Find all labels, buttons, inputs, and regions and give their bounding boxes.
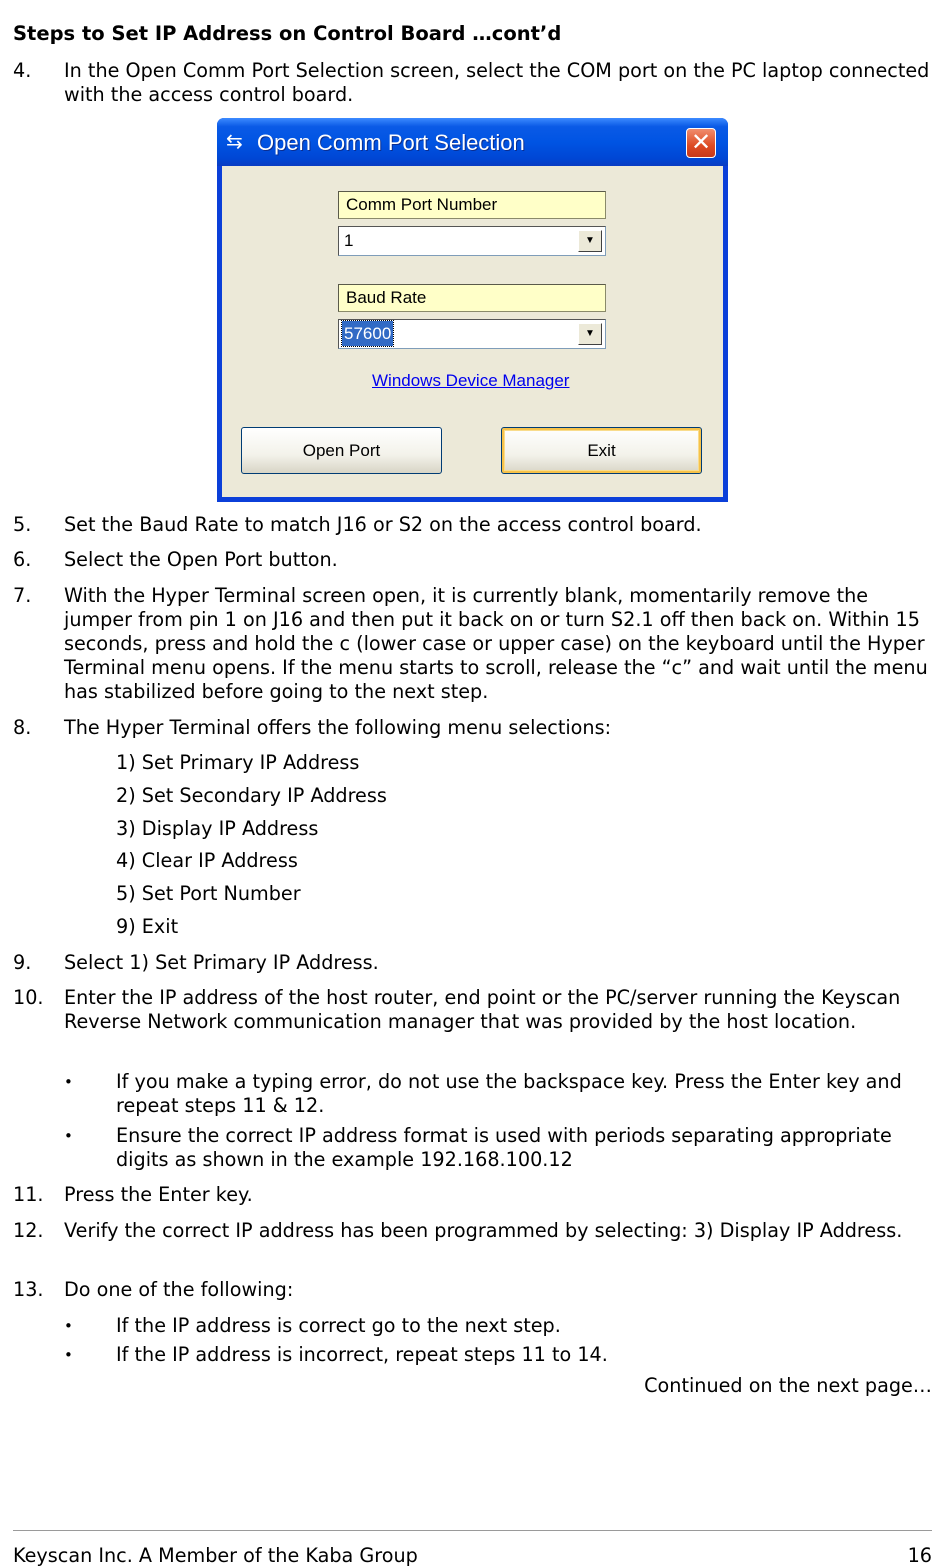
bullet-item — [64, 1343, 938, 1367]
bullet-glyph: • — [64, 1127, 73, 1145]
step-text: In the Open Comm Port Selection screen, select the COM port on the PC laptop connected with the access control board. — [64, 59, 930, 106]
bullet-item — [64, 1314, 938, 1338]
page-number: 16 — [907, 1544, 932, 1567]
open-comm-port-dialog — [217, 118, 728, 502]
bullet-text: Ensure the correct IP address format is used with periods separating appropriate digits as shown in the example 192.168.100.12 — [116, 1124, 892, 1171]
step-number: 7. — [13, 584, 32, 607]
page-heading: Steps to Set IP Address on Control Board …cont’d — [13, 22, 562, 45]
step-number: 12. — [13, 1219, 44, 1242]
menu-option: 1) Set Primary IP Address — [116, 751, 360, 774]
step-number: 11. — [13, 1183, 44, 1206]
comm-port-select[interactable] — [338, 226, 606, 256]
dropdown-arrow-icon[interactable]: ▼ — [578, 323, 602, 345]
footer-company: Keyscan Inc. A Member of the Kaba Group — [13, 1544, 418, 1567]
step-number: 8. — [13, 716, 32, 739]
step-10 — [13, 986, 938, 1034]
bullet-text: If the IP address is incorrect, repeat steps 11 to 14. — [116, 1343, 608, 1366]
menu-option: 4) Clear IP Address — [116, 849, 298, 872]
bullet-item — [64, 1070, 938, 1118]
bullet-text: If the IP address is correct go to the next step. — [116, 1314, 561, 1337]
dialog-body — [222, 166, 723, 497]
step-5 — [13, 513, 938, 537]
menu-option: 2) Set Secondary IP Address — [116, 784, 387, 807]
step-text: Set the Baud Rate to match J16 or S2 on the access control board. — [64, 513, 702, 536]
footer-divider — [13, 1530, 932, 1531]
bullet-item — [64, 1124, 938, 1172]
bullet-text: If you make a typing error, do not use the backspace key. Press the Enter key and repeat steps 11 & 12. — [116, 1070, 902, 1117]
step-9 — [13, 951, 938, 975]
close-icon: ✕ — [690, 128, 712, 156]
step-7 — [13, 584, 938, 704]
step-number: 5. — [13, 513, 32, 536]
step-6 — [13, 548, 938, 572]
menu-option: 9) Exit — [116, 915, 179, 938]
step-text: Select 1) Set Primary IP Address. — [64, 951, 379, 974]
step-text: With the Hyper Terminal screen open, it is currently blank, momentarily remove the jumper from pin 1 on J16 and then put it back on or turn S2.1 off then back on. Within 15 seconds, press and hold the c (lower case or upper case) on the keyboard until the Hyper Terminal menu opens. If the menu starts to scroll, release the “c” and wait until the menu has stabilized before going to the next step. — [64, 584, 928, 703]
dialog-titlebar[interactable] — [217, 118, 728, 166]
step-text: Do one of the following: — [64, 1278, 294, 1301]
baud-rate-select[interactable] — [338, 319, 606, 349]
bullet-glyph: • — [64, 1346, 73, 1364]
step-number: 9. — [13, 951, 32, 974]
step-number: 6. — [13, 548, 32, 571]
close-button[interactable] — [686, 128, 716, 158]
step-text: Enter the IP address of the host router, end point or the PC/server running the Keyscan Reverse Network communication manager that was provided by the host location. — [64, 986, 901, 1033]
step-4 — [13, 59, 938, 107]
comm-port-label: Comm Port Number — [338, 191, 606, 219]
step-8 — [13, 716, 938, 740]
exit-button[interactable]: Exit — [501, 427, 702, 474]
step-text: Press the Enter key. — [64, 1183, 253, 1206]
open-port-button[interactable]: Open Port — [241, 427, 442, 474]
step-number: 10. — [13, 986, 44, 1009]
dropdown-arrow-icon[interactable]: ▼ — [578, 230, 602, 252]
continued-note: Continued on the next page… — [644, 1374, 932, 1397]
step-11 — [13, 1183, 938, 1207]
windows-device-manager-link[interactable]: Windows Device Manager — [372, 371, 570, 390]
bullet-glyph: • — [64, 1317, 73, 1335]
step-12 — [13, 1219, 938, 1243]
baud-rate-value: 57600 — [342, 321, 393, 346]
bullet-glyph: • — [64, 1073, 73, 1091]
comm-port-value: 1 — [344, 231, 354, 250]
menu-option: 5) Set Port Number — [116, 882, 301, 905]
dialog-title: Open Comm Port Selection — [257, 130, 525, 155]
step-number: 4. — [13, 59, 32, 82]
baud-rate-label: Baud Rate — [338, 284, 606, 312]
step-number: 13. — [13, 1278, 44, 1301]
serial-port-icon: ⇆ — [226, 131, 243, 153]
menu-option: 3) Display IP Address — [116, 817, 319, 840]
step-text: Verify the correct IP address has been programmed by selecting: 3) Display IP Address. — [64, 1219, 903, 1242]
step-text: Select the Open Port button. — [64, 548, 338, 571]
step-text: The Hyper Terminal offers the following menu selections: — [64, 716, 612, 739]
step-13 — [13, 1278, 938, 1302]
